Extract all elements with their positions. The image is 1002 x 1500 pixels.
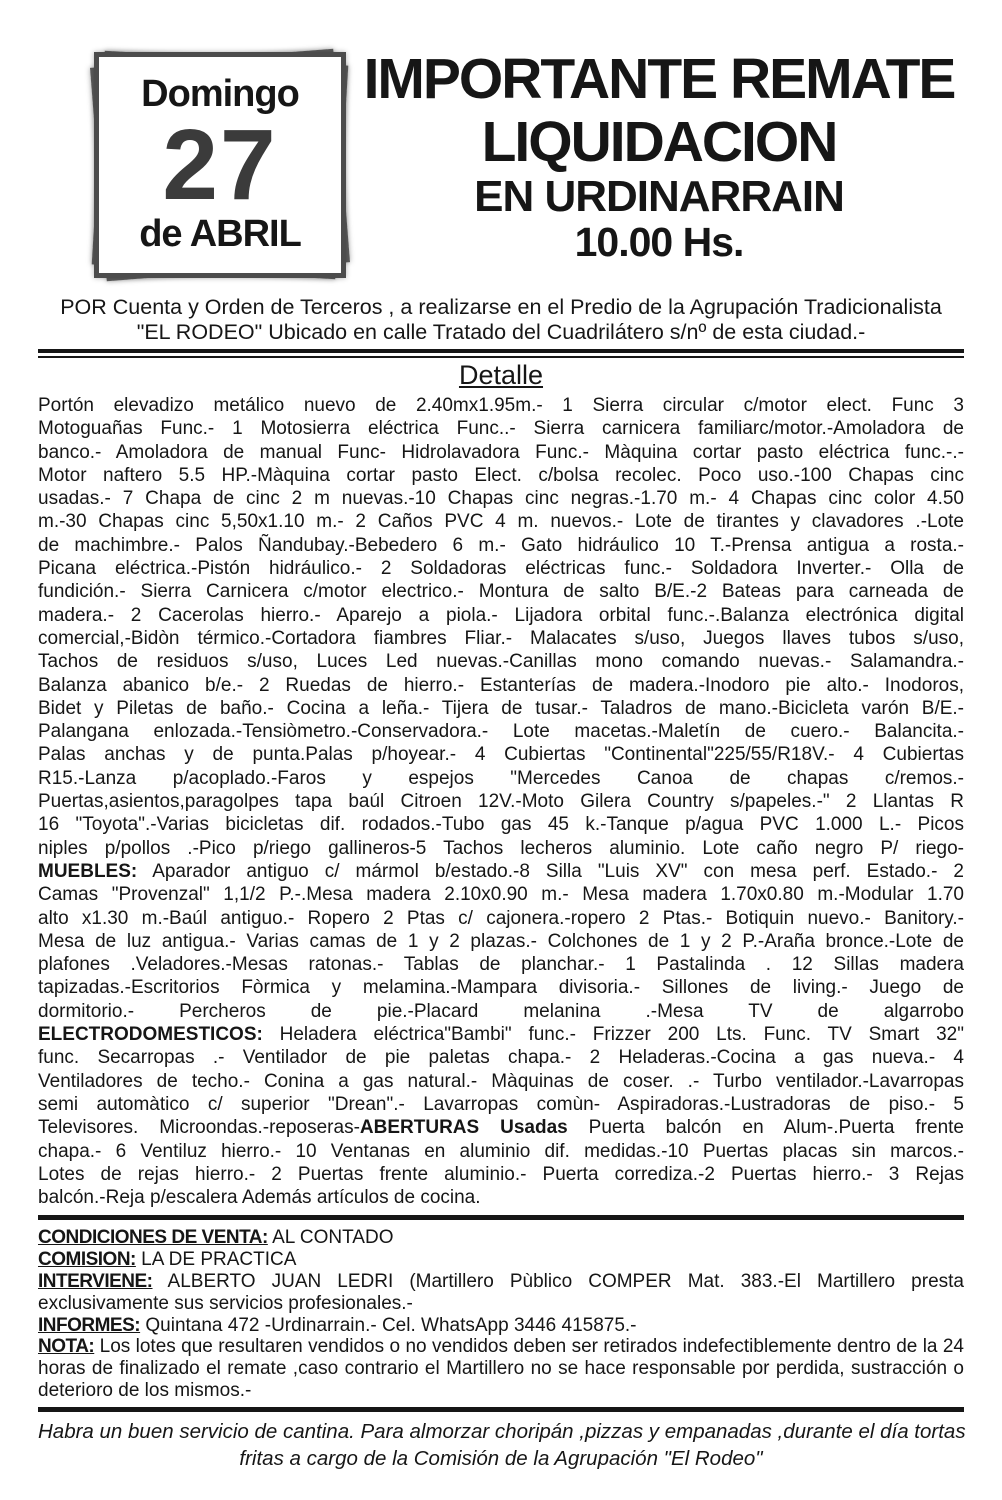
detalle-line xyxy=(38,557,964,580)
detalle-line xyxy=(38,604,964,627)
detalle-line xyxy=(38,580,964,603)
detalle-text: semi automàtico c/ superior "Drean".- Lavarropas comùn- Aspiradoras.-Lustradoras de piso.- 5 xyxy=(38,1093,964,1115)
detalle-line xyxy=(38,1070,964,1093)
detalle-line xyxy=(38,441,964,464)
title-line-3: EN URDINARRAIN xyxy=(474,172,844,222)
detalle-text: Bidet y Piletas de baño.- Cocina a leña.- Tijera de tusar.- Taladros de mano.-Bicicleta varón B/E.- xyxy=(38,697,964,719)
detalle-text: R15.-Lanza p/acoplado.-Faros y espejos "Mercedes Canoa de chapas c/remos.- xyxy=(38,767,964,789)
detalle-line xyxy=(38,976,964,999)
date-day-name: Domingo xyxy=(141,73,299,116)
divider xyxy=(38,1215,964,1220)
title-line-1: IMPORTANTE REMATE xyxy=(363,47,955,111)
detalle-text: chapa.- 6 Ventiluz hierro.- 10 Ventanas en aluminio dif. medidas.-10 Puertas placas sin marcos.- xyxy=(38,1140,964,1162)
detalle-text: Aparador antiguo c/ mármol b/estado.-8 Silla "Luis XV" con mesa perf. Estado.- 2 xyxy=(137,860,964,882)
detalle-line xyxy=(38,464,964,487)
detalle-text: alto x1.30 m.-Baúl antiguo.- Ropero 2 Ptas c/ cajonera.-ropero 2 Ptas.- Botiquin nuevo.- Banitory.- xyxy=(38,907,964,929)
condition-text: ALBERTO JUAN LEDRI (Martillero Pùblico COMPER Mat. 383.-El Martillero presta exclusivamente sus servicios profesionales.- xyxy=(38,1270,964,1314)
detalle-line xyxy=(38,743,964,766)
double-divider xyxy=(38,349,964,358)
condition-text: LA DE PRACTICA xyxy=(135,1249,297,1271)
condition-label: CONDICIONES DE VENTA: xyxy=(38,1227,268,1249)
detalle-text: Balanza abanico b/e.- 2 Ruedas de hierro.- Estanterías de madera.-Inodoro pie alto.- Inodoros, xyxy=(38,674,964,696)
detalle-line xyxy=(38,534,964,557)
detalle-line xyxy=(38,1116,964,1139)
condition-row xyxy=(38,1315,964,1337)
date-day-number: 27 xyxy=(162,109,278,221)
detalle-line xyxy=(38,394,964,417)
detalle-text: Mesa de luz antigua.- Varias camas de 1 y 2 plazas.- Colchones de 1 y 2 P.-Araña bronce.-Lote de xyxy=(38,930,964,952)
detalle-text: fundición.- Sierra Carnicera c/motor electrico.- Montura de salto B/E.-2 Bateas para carneada de xyxy=(38,581,964,603)
detalle-text: Heladera eléctrica"Bambi" func.- Frizzer 200 Lts. Func. TV Smart 32" xyxy=(262,1024,964,1046)
detalle-text: usadas.- 7 Chapa de cinc 2 m nuevas.-10 Chapas cinc negras.-1.70 m.- 4 Chapas cinc color 4.50 xyxy=(38,488,964,510)
detalle-line xyxy=(38,1140,964,1163)
condition-label: INTERVIENE: xyxy=(38,1270,153,1292)
detalle-line xyxy=(38,1000,964,1023)
detalle-line xyxy=(38,930,964,953)
detalle-text: Motor naftero 5.5 HP.-Màquina cortar pasto Elect. c/bolsa recolec. Poco uso.-100 Chapas cinc xyxy=(38,464,964,486)
date-box xyxy=(86,46,354,284)
detalle-text: 16 "Toyota".-Varias bicicletas dif. rodados.-Tubo gas 45 k.-Tanque p/agua PVC 1.000 L.- Picos xyxy=(38,814,964,836)
condition-label: COMISION: xyxy=(38,1249,136,1271)
condition-text: AL CONTADO xyxy=(267,1227,394,1249)
condition-row xyxy=(38,1249,964,1271)
detalle-line xyxy=(38,1186,964,1209)
detalle-text: de machimbre.- Palos Ñandubay.-Bebedero 6 m.- Gato hidráulico 10 T.-Prensa antigua a rosta.- xyxy=(38,534,964,556)
detalle-bold-label: ABERTURAS Usadas xyxy=(359,1117,568,1139)
footer-line: fritas a cargo de la Comisión de la Agrupación "El Rodeo" xyxy=(239,1446,763,1470)
detalle-line xyxy=(38,650,964,673)
detalle-text: niples p/pollos .-Pico p/riego gallineros-5 Tachos lecheros aluminio. Lote caño negro P/ riego- xyxy=(38,837,964,859)
intro-paragraph xyxy=(38,295,964,344)
detalle-text: Puertas,asientos,paragolpes tapa baúl Citroen 12V.-Moto Gilera Country s/papeles.-" 2 Llantas R xyxy=(38,791,964,813)
detalle-line xyxy=(38,953,964,976)
detalle-line xyxy=(38,860,964,883)
detalle-line xyxy=(38,417,964,440)
condition-row xyxy=(38,1227,964,1249)
detalle-bold-label: MUEBLES: xyxy=(38,860,138,882)
condition-text: Quintana 472 -Urdinarrain.- Cel. WhatsApp 3446 415875.- xyxy=(140,1314,637,1336)
detalle-line xyxy=(38,883,964,906)
detalle-text: banco.- Amoladora de manual Func- Hidrolavadora Func.- Màquina cortar pasto eléctrica func.-.- xyxy=(38,441,964,463)
detalle-text: Ventiladores de techo.- Conina a gas natural.- Màquinas de coser. .- Turbo ventilador.-Lavarropas xyxy=(38,1070,964,1092)
detalle-text: Portón elevadizo metálico nuevo de 2.40mx1.95m.- 1 Sierra circular c/motor elect. Func 3 xyxy=(38,395,964,416)
detalle-text: Picana eléctrica.-Pistón hidráulico.- 2 Soldadoras eléctricas func.- Soldadora Inverter.- Olla de xyxy=(38,558,964,580)
flyer-header xyxy=(38,46,964,288)
detalle-line xyxy=(38,627,964,650)
detalle-line xyxy=(38,813,964,836)
condition-text: Los lotes que resultaren vendidos o no vendidos deben ser retirados indefectiblemente dentro de la 24 horas de finalizado el remate ,caso contrario el Martillero no se hace responsable por perdida, sustracción o deterioro de los mismos.- xyxy=(38,1336,964,1401)
title-block xyxy=(354,46,964,288)
detalle-text: balcón.-Reja p/escalera Además artículos de cocina. xyxy=(38,1187,481,1209)
detalle-text: m.-30 Chapas cinc 5,50x1.10 m.- 2 Caños PVC 4 m. nuevos.- Lote de tirantes y clavadores .-Lote xyxy=(38,511,964,533)
detalle-line xyxy=(38,487,964,510)
date-box-card xyxy=(94,52,346,278)
detalle-body xyxy=(38,394,964,1209)
detalle-text: func. Secarropas .- Ventilador de pie paletas chapa.- 2 Heladeras.-Cocina a gas nueva.- 4 xyxy=(38,1047,964,1069)
detalle-line xyxy=(38,510,964,533)
detalle-text: Palas anchas y de punta.Palas p/hoyear.- 4 Cubiertas "Continental"225/55/R18V.- 4 Cubiertas xyxy=(38,744,964,766)
detalle-text: Puerta balcón en Alum-.Puerta frente xyxy=(567,1117,964,1139)
detalle-text: comercial,-Bidòn térmico.-Cortadora fiambres Fliar.- Malacates s/uso, Juegos llaves tubos s/uso, xyxy=(38,627,964,649)
detalle-line xyxy=(38,1046,964,1069)
detalle-text: dormitorio.- Percheros de pie.-Placard melanina .-Mesa TV de algarrobo xyxy=(38,1000,964,1022)
detalle-text: plafones .Veladores.-Mesas ratonas.- Tablas de planchar.- 1 Pastalinda . 12 Sillas madera xyxy=(38,954,964,976)
condition-row xyxy=(38,1271,964,1315)
detalle-line xyxy=(38,1023,964,1046)
detalle-line xyxy=(38,720,964,743)
date-month: de ABRIL xyxy=(139,213,301,255)
detalle-text: madera.- 2 Cacerolas hierro.- Aparejo a piola.- Lijadora orbital func.-.Balanza electrónica digital xyxy=(38,604,964,626)
detalle-bold-label: ELECTRODOMESTICOS: xyxy=(38,1024,263,1046)
detalle-text: Palangana enlozada.-Tensiòmetro.-Conservadora.- Lote macetas.-Maletín de cuero.- Balancita.- xyxy=(38,721,964,743)
title-line-4: 10.00 Hs. xyxy=(574,218,744,265)
detalle-text: Televisores. Microondas.-reposeras- xyxy=(38,1117,360,1139)
condition-row xyxy=(38,1336,964,1401)
detalle-text: Camas "Provenzal" 1,1/2 P.-.Mesa madera 2.10x0.90 m.- Mesa madera 1.70x0.80 m.-Modular 1.70 xyxy=(38,884,964,906)
detalle-line xyxy=(38,907,964,930)
detalle-text: Tachos de residuos s/uso, Luces Led nuevas.-Canillas mono comando nuevas.- Salamandra.- xyxy=(38,651,964,673)
detalle-line xyxy=(38,1093,964,1116)
footer-note xyxy=(38,1418,964,1472)
detalle-heading xyxy=(38,360,964,390)
detalle-line xyxy=(38,674,964,697)
footer-line: Habra un buen servicio de cantina. Para almorzar choripán ,pizzas y empanadas ,durante el día tortas xyxy=(38,1419,966,1443)
detalle-text: Lotes de rejas hierro.- 2 Puertas frente aluminio.- Puerta corrediza.-2 Puertas hierro.- 3 Rejas xyxy=(38,1163,964,1185)
intro-line: POR Cuenta y Orden de Terceros , a realizarse en el Predio de la Agrupación Tradicionalista xyxy=(60,295,942,319)
divider xyxy=(38,1407,964,1412)
intro-line: "EL RODEO" Ubicado en calle Tratado del Cuadrilátero s/nº de esta ciudad.- xyxy=(136,319,866,344)
detalle-text: tapizadas.-Escritorios Fòrmica y melamina.-Mampara divisoria.- Sillones de living.- Juego de xyxy=(38,977,964,999)
detalle-heading-text: Detalle xyxy=(458,360,544,390)
detalle-line xyxy=(38,697,964,720)
condition-label: INFORMES: xyxy=(38,1314,141,1336)
detalle-text: Motoguañas Func.- 1 Motosierra eléctrica Func..- Sierra carnicera familiarc/motor.-Amoladora de xyxy=(38,418,964,440)
title-line-2: LIQUIDACION xyxy=(481,109,837,174)
detalle-line xyxy=(38,1163,964,1186)
conditions-section xyxy=(38,1227,964,1401)
condition-label: NOTA: xyxy=(38,1336,95,1358)
detalle-line xyxy=(38,790,964,813)
detalle-line xyxy=(38,837,964,860)
detalle-line xyxy=(38,767,964,790)
